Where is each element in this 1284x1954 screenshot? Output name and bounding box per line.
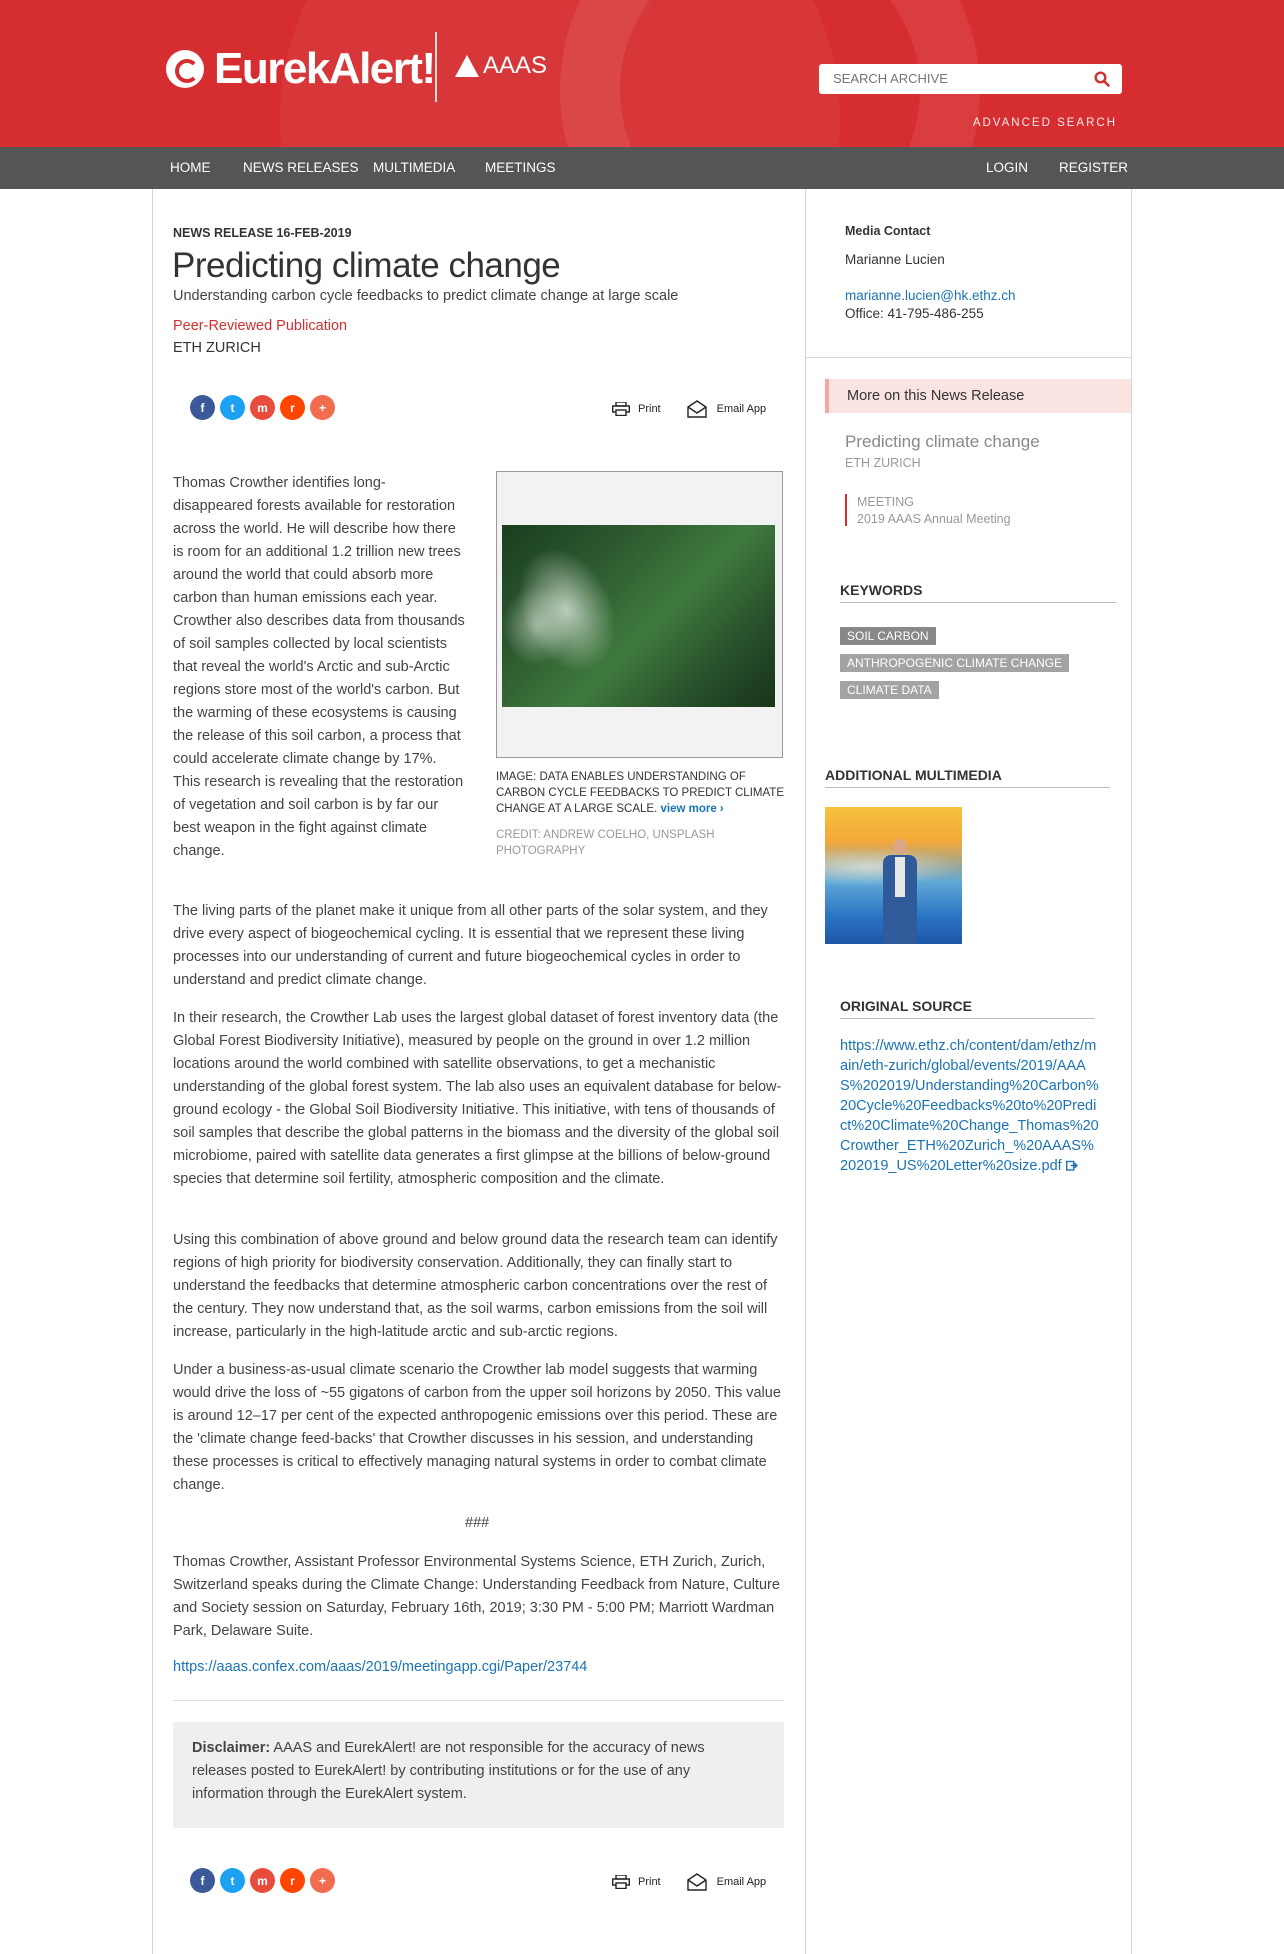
body-paragraph-4: Using this combination of above ground and below ground data the research team can identify regions of high priority for biodiversity conservation. Additionally, they can finally start to understand the feedbacks that determine atmospheric carbon concentrations over the rest of the century. They now understand that, as the soil warms, carbon emissions from the soil will increase, particularly in the high-latitude arctic and sub-arctic regions. [173,1232,778,1340]
eurekalert-logo[interactable] [166,44,435,94]
print-icon[interactable] [612,402,630,416]
share-bar-top [190,395,335,420]
facebook-icon[interactable]: f [190,395,215,420]
body-paragraph-6: Thomas Crowther, Assistant Professor Environmental Systems Science, ETH Zurich, Zurich, Switzerland speaks during the Climate Change: Understanding Feedback from Nature, Culture and Society session on Saturday, February 16th, 2019; 3:30 PM - 5:00 PM; Marriott Wardman Park, Delaware Suite. [173,1554,780,1639]
external-link-icon[interactable] [1066,1160,1078,1171]
end-marker: ### [465,1515,490,1531]
additional-multimedia-heading: ADDITIONAL MULTIMEDIA [825,767,1110,788]
print-email-top [612,400,766,418]
body-paragraph-3: In their research, the Crowther Lab uses the largest global dataset of forest inventory data (the Global Forest Biodiversity Initiative), measured by people on the ground in over 1.2 million locations around the world combined with satellite observations, to get a mechanistic understanding of the global forest system. The lab also uses an equivalent database for below-ground ecology - the Global Soil Biodiversity Initiative. This initiative, with tens of thousands of soil samples that describe the global patterns in the biomass and the diversity of the global soil microbiome, paired with satellite data generates a first glimpse at the billions of below-ground species that determine soil fertility, atmospheric composition and the climate. [173,1010,782,1187]
figure-credit: CREDIT: ANDREW COELHO, UNSPLASH PHOTOGRAPHY [496,829,715,857]
forest-image[interactable] [502,525,775,707]
search-icon[interactable] [1094,71,1110,87]
facebook-icon[interactable]: f [190,1868,215,1893]
aaas-logo-icon [455,55,479,77]
article-figure[interactable] [496,471,783,758]
image-mist-2 [502,585,572,665]
page-title: Predicting climate change [172,246,561,285]
email-icon[interactable] [687,400,707,418]
thumbnail-speaker-head [893,839,907,855]
print-email-bottom [612,1873,766,1891]
disclaimer-label: Disclaimer: [192,1740,271,1756]
body-paragraph-2: The living parts of the planet make it unique from all other parts of the solar system, and they drive every aspect of biogeochemical cycling. It is essential that we represent these living processes into our understanding of current and future biogeochemical cycles in order to understand and predict climate change. [173,903,768,988]
release-date: NEWS RELEASE 16-FEB-2019 [173,226,352,240]
reddit-icon[interactable]: r [280,395,305,420]
keyword-tag[interactable]: SOIL CARBON [840,627,936,645]
original-source-link[interactable]: https://www.ethz.ch/content/dam/ethz/main/eth-zurich/global/events/2019/AAAS%202019/Understanding%20Carbon%20Cycle%20Feedbacks%20to%20Predict%20Climate%20Change_Thomas%20Crowther_ETH%20Zurich_%20AAAS%202019_US%20Letter%20size.pdf [840,1038,1099,1174]
meeting-label: MEETING [857,495,914,509]
meeting-info[interactable] [845,494,1011,526]
disclaimer-content [192,1737,752,1806]
disclaimer-box [173,1722,784,1828]
email-label[interactable]: Email App [716,1876,767,1888]
keyword-tag[interactable]: CLIMATE DATA [840,681,939,699]
multimedia-thumbnail[interactable] [825,807,962,944]
media-contact-label: Media Contact [845,224,931,238]
print-icon[interactable] [612,1875,630,1889]
mix-icon[interactable]: m [250,395,275,420]
contact-office: Office: 41-795-486-255 [845,306,984,321]
logo-text: EurekAlert! [214,44,435,93]
view-more-label: view more [660,803,717,815]
nav-login[interactable]: LOGIN [986,160,1029,175]
page-subtitle: Understanding carbon cycle feedbacks to predict climate change at large scale [173,288,679,304]
aaas-logo[interactable] [455,52,547,80]
aaas-text: AAAS [483,52,548,79]
search-box [819,64,1122,94]
original-source-heading: ORIGINAL SOURCE [840,998,1095,1019]
reddit-icon[interactable]: r [280,1868,305,1893]
print-label[interactable]: Print [638,403,661,415]
search-input[interactable] [831,70,1085,87]
more-on-release-header [825,379,1131,413]
related-release-institution: ETH ZURICH [845,456,921,470]
institution: ETH ZURICH [173,340,261,356]
meeting-name: 2019 AAAS Annual Meeting [857,512,1011,526]
more-share-icon[interactable]: + [310,1868,335,1893]
advanced-search-link[interactable]: ADVANCED SEARCH [972,117,1117,129]
disclaimer-text: AAAS and EurekAlert! are not responsible for the accuracy of news releases posted to EurekAlert! by contributing institutions or for the use of any information through the EurekAlert system. [192,1740,705,1802]
nav-meetings[interactable]: MEETINGS [485,160,556,175]
body-paragraph-5: Under a business-as-usual climate scenario the Crowther lab model suggests that warming would drive the loss of ~55 gigatons of carbon from the upper soil horizons by 2050. This value is around 12–17 per cent of the expected anthropogenic emissions over this period. These are the 'climate change feed-backs' that Crowther discusses in his session, and understanding these processes is critical to effectively managing natural systems in order to combat climate change. [173,1362,781,1493]
thumbnail-speaker-shirt [895,857,905,897]
figure-caption [496,769,786,817]
related-release-title[interactable]: Predicting climate change [845,432,1040,451]
caption-text: IMAGE: DATA ENABLES UNDERSTANDING OF CARBON CYCLE FEEDBACKS TO PREDICT CLIMATE CHANGE AT A LARGE SCALE. [496,771,784,815]
intro-paragraph: Thomas Crowther identifies long-disappeared forests available for restoration across the world. He will describe how there is room for an additional 1.2 trillion new trees around the world that could absorb more carbon than human emissions each year. Crowther also describes data from thousands of soil samples collected by local scientists that reveal the world's Arctic and sub-Arctic regions store most of the world's carbon. But the warming of these ecosystems is causing the release of this soil carbon, a process that could accelerate climate change by 17%. This research is revealing that the restoration of vegetation and soil carbon is by far our best weapon in the fight against climate change. [173,475,465,859]
contact-email-link[interactable]: marianne.lucien@hk.ethz.ch [845,288,1016,303]
mix-icon[interactable]: m [250,1868,275,1893]
share-bar-bottom [190,1868,335,1893]
nav-home[interactable]: HOME [170,160,211,175]
eurekalert-logo-icon [166,50,204,88]
keywords-heading: KEYWORDS [840,582,1116,603]
main-nav [0,147,1284,189]
site-header [0,0,1284,147]
email-icon[interactable] [687,1873,707,1891]
nav-news-releases[interactable]: NEWS RELEASES [243,160,359,175]
twitter-icon[interactable]: t [220,395,245,420]
more-on-release-label: More on this News Release [847,388,1025,404]
logo-divider [435,32,437,102]
nav-register[interactable]: REGISTER [1059,160,1129,175]
more-share-icon[interactable]: + [310,395,335,420]
nav-multimedia[interactable]: MULTIMEDIA [373,160,456,175]
view-more-link[interactable]: view more › [660,803,724,815]
twitter-icon[interactable]: t [220,1868,245,1893]
keyword-tag[interactable]: ANTHROPOGENIC CLIMATE CHANGE [840,654,1069,672]
original-source-link-wrap [840,1036,1100,1176]
divider [173,1700,784,1701]
email-label[interactable]: Email App [716,403,767,415]
sidebar-divider [805,357,1132,358]
paper-link[interactable]: https://aaas.confex.com/aaas/2019/meetingapp.cgi/Paper/23744 [173,1659,588,1675]
peer-reviewed-link[interactable]: Peer-Reviewed Publication [173,318,348,334]
contact-name: Marianne Lucien [845,252,945,267]
print-label[interactable]: Print [638,1876,661,1888]
